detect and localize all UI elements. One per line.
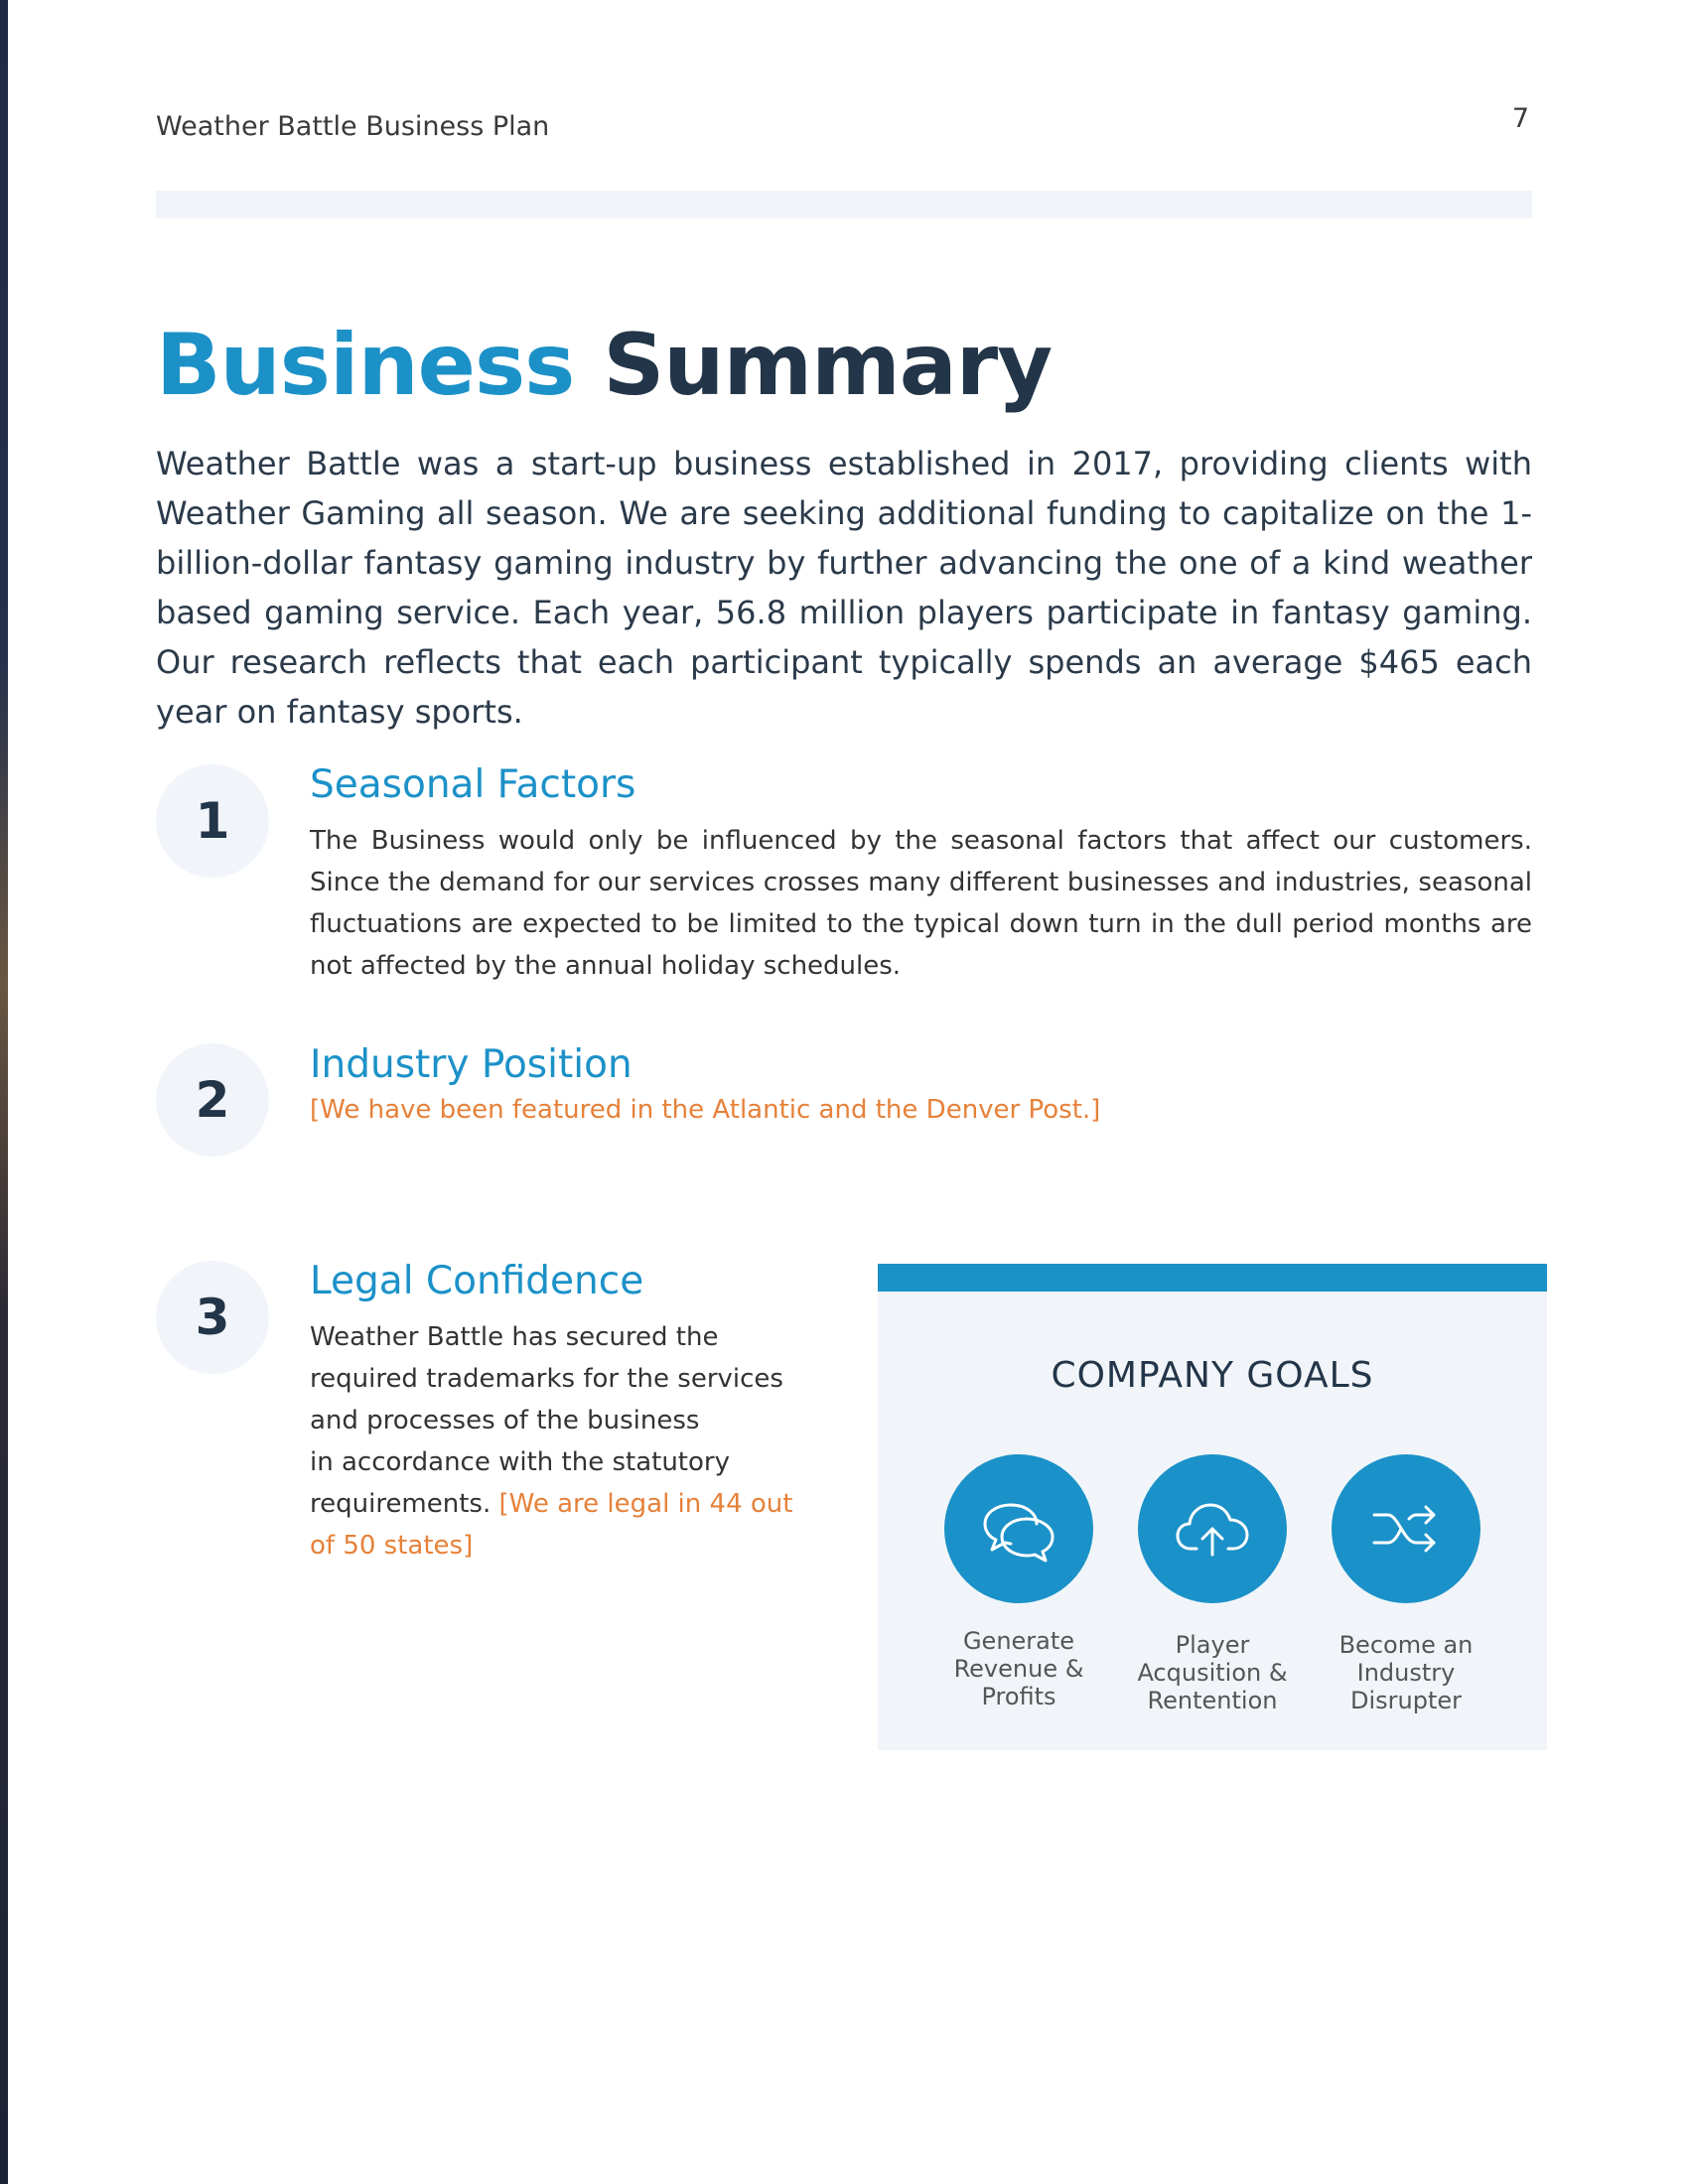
- section-body-seasonal-factors: The Business would only be influenced by the seasonal factors that affect our customers. Since the demand for our services crosses many different businesses and industries, seasonal fluctuations are expected to be limited to the typical down turn in the dull period months are not affected by the annual holiday schedules.: [310, 826, 1532, 981]
- legal-body-line: Weather Battle has secured the: [310, 1322, 719, 1352]
- intro-paragraph: Weather Battle was a start-up business established in 2017, providing clients with Weather Gaming all season. We are seeking additional funding to capitalize on the 1-billion-dollar fantasy gaming industry by further advancing the one of a kind weather based gaming service. Each year, 56.8 million players participate in fantasy gaming. Our research reflects that each participant typically spends an average $465 each year on fantasy sports.: [156, 445, 1532, 731]
- goal-label-line: Rentention: [1147, 1687, 1278, 1714]
- section-number-badge: 1: [156, 764, 269, 878]
- section-title-seasonal-factors: Seasonal Factors: [310, 762, 636, 807]
- chat-bubbles-icon: [977, 1487, 1060, 1570]
- page-title: [156, 316, 1052, 415]
- cloud-upload-icon: [1171, 1487, 1254, 1570]
- page-title-word-2: Summary: [603, 316, 1053, 415]
- company-goals-accent-bar: [878, 1264, 1547, 1292]
- page-edge-strip: [0, 0, 8, 2184]
- goal-label-player-acquisition: [1118, 1631, 1307, 1714]
- goal-label-line: Disrupter: [1349, 1687, 1462, 1714]
- legal-body-line: and processes of the business: [310, 1406, 700, 1435]
- goal-label-line: Industry: [1356, 1659, 1456, 1687]
- company-goals-panel: [878, 1264, 1547, 1750]
- shuffle-icon: [1364, 1487, 1448, 1570]
- goal-label-industry-disrupter: [1312, 1631, 1500, 1714]
- goal-label-revenue: [924, 1627, 1113, 1710]
- goal-label-line: Acqusition &: [1137, 1659, 1288, 1687]
- section-body-legal-confidence: [310, 1316, 826, 1567]
- section-title-industry-position: Industry Position: [310, 1042, 633, 1087]
- goal-label-line: Profits: [981, 1683, 1056, 1710]
- page-title-word-1: Business: [156, 316, 575, 415]
- legal-body-line: required trademarks for the services: [310, 1364, 783, 1394]
- industry-position-note: [We have been featured in the Atlantic and the Denver Post.]: [310, 1095, 1101, 1125]
- legal-note-part-2: of 50 states]: [310, 1531, 474, 1561]
- goal-icon-circle: [1332, 1454, 1480, 1603]
- section-title-legal-confidence: Legal Confidence: [310, 1259, 644, 1303]
- page-number: 7: [1511, 103, 1529, 134]
- section-number-badge: 2: [156, 1043, 269, 1157]
- legal-note-part-1: [We are legal in 44 out: [498, 1489, 793, 1519]
- company-goals-title: COMPANY GOALS: [1051, 1355, 1374, 1396]
- goal-label-line: Player: [1175, 1631, 1250, 1659]
- legal-body-last: requirements.: [310, 1489, 499, 1519]
- goal-label-line: Generate: [962, 1627, 1075, 1655]
- goal-label-line: Revenue &: [953, 1655, 1084, 1683]
- goal-icon-circle: [1138, 1454, 1287, 1603]
- legal-body-line: [310, 1483, 826, 1525]
- goal-label-line: Become an: [1338, 1631, 1474, 1659]
- header-divider-bar: [156, 191, 1532, 218]
- goal-icon-circle: [944, 1454, 1093, 1603]
- legal-body-line: in accordance with the statutory: [310, 1447, 730, 1477]
- section-number-badge: 3: [156, 1261, 269, 1374]
- document-header-title: Weather Battle Business Plan: [156, 111, 550, 142]
